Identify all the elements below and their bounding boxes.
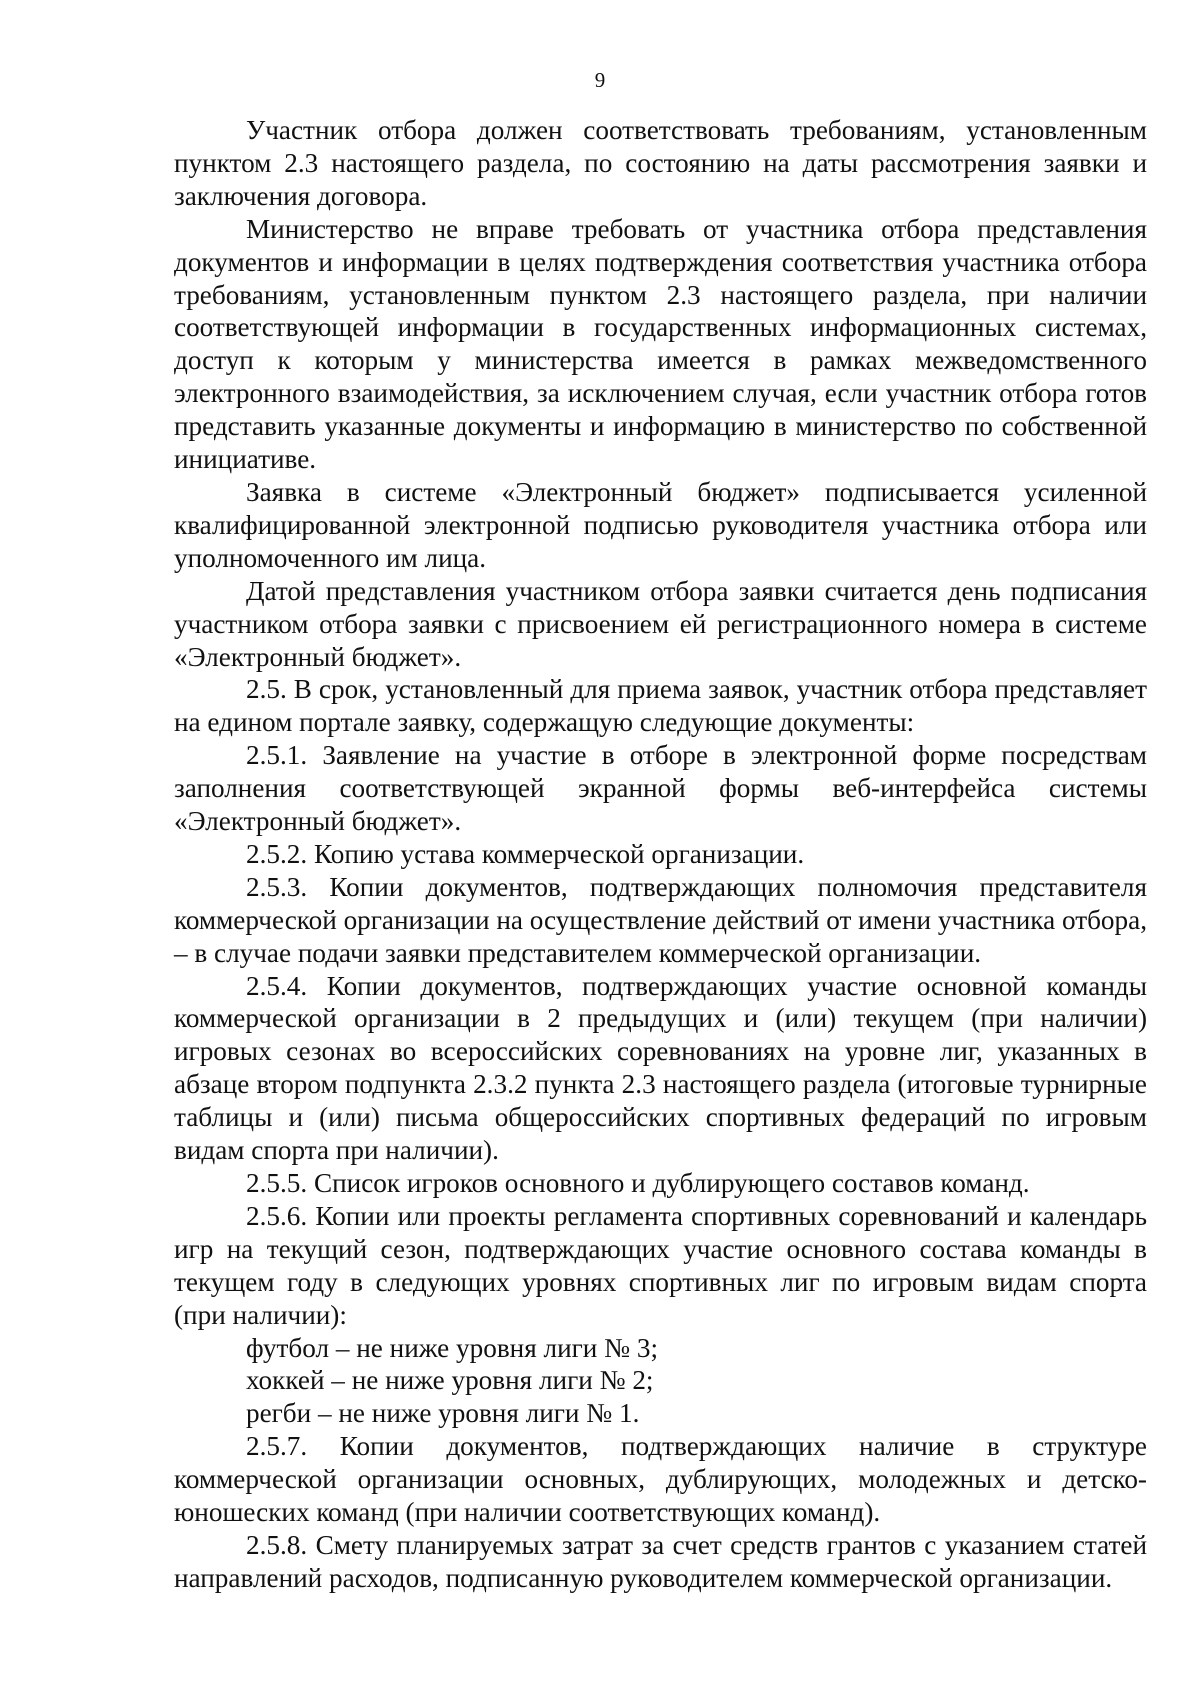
paragraph-ministry-restrictions: Министерство не вправе требовать от участника отбора представления документов и информации в целях подтверждения соответствия участника отбора требованиям, установленным пунктом 2.3 настоящего раздела, при наличии соответствующей информации в государственных информационных системах, доступ к которым у министерства имеется в рамках межведомственного электронного взаимодействия, за исключением случая, если участник отбора готов представить указанные документы и информацию в министерство по собственной инициативе. [174,213,1147,475]
paragraph-2-5-7: 2.5.7. Копии документов, подтверждающих наличие в структуре коммерческой организации основных, дублирующих, молодежных и детско-юношеских команд (при наличии соответствующих команд). [174,1431,1147,1528]
page-number: 9 [594,68,606,92]
paragraph-2-5-5: 2.5.5. Список игроков основного и дублирующего составов команд. [246,1168,1030,1198]
paragraph-participant-requirements: Участник отбора должен соответствовать требованиям, установленным пунктом 2.3 настоящего раздела, по состоянию на даты рассмотрения заявки и заключения договора. [174,115,1147,211]
paragraph-2-5: 2.5. В срок, установленный для приема заявок, участник отбора представляет на едином портале заявку, содержащую следующие документы: [174,674,1147,738]
document-body [174,114,1147,1595]
paragraph-submission-date: Датой представления участником отбора заявки считается день подписания участником отбора заявки с присвоением ей регистрационного номера в системе «Электронный бюджет». [174,575,1147,672]
list-item-football: футбол – не ниже уровня лиги № 3; [246,1332,659,1363]
paragraph-2-5-2: 2.5.2. Копию устава коммерческой организации. [246,838,805,869]
paragraph-2-5-6: 2.5.6. Копии или проекты регламента спортивных соревнований и календарь игр на текущий сезон, подтверждающих участие основного состава команды в текущем году в следующих уровнях спортивных лиг по игровым видам спорта (при наличии): [174,1200,1147,1330]
paragraph-2-5-4: 2.5.4. Копии документов, подтверждающих участие основной команды коммерческой организации в 2 предыдущих и (или) текущем (при наличии) игровых сезонах во всероссийских соревнованиях на уровне лиг, указанных в абзаце втором подпункта 2.3.2 пункта 2.3 настоящего раздела (итоговые турнирные таблицы и (или) письма общероссийских спортивных федераций по игровым видам спорта при наличии). [174,970,1147,1166]
list-item-hockey: хоккей – не ниже уровня лиги № 2; [246,1365,654,1396]
list-item-rugby: регби – не ниже уровня лиги № 1. [246,1398,640,1429]
paragraph-electronic-signature: Заявка в системе «Электронный бюджет» подписывается усиленной квалифицированной электронной подписью руководителя участника отбора или уполномоченного им лица. [174,476,1147,573]
paragraph-2-5-1: 2.5.1. Заявление на участие в отборе в электронной форме посредствам заполнения соответствующей экранной формы веб-интерфейса системы «Электронный бюджет». [174,740,1147,837]
paragraph-2-5-8: 2.5.8. Смету планируемых затрат за счет средств грантов с указанием статей направлений расходов, подписанную руководителем коммерческой организации. [174,1529,1147,1593]
paragraph-2-5-3: 2.5.3. Копии документов, подтверждающих полномочия представителя коммерческой организации на осуществление действий от имени участника отбора, – в случае подачи заявки представителем коммерческой организации. [174,871,1147,968]
